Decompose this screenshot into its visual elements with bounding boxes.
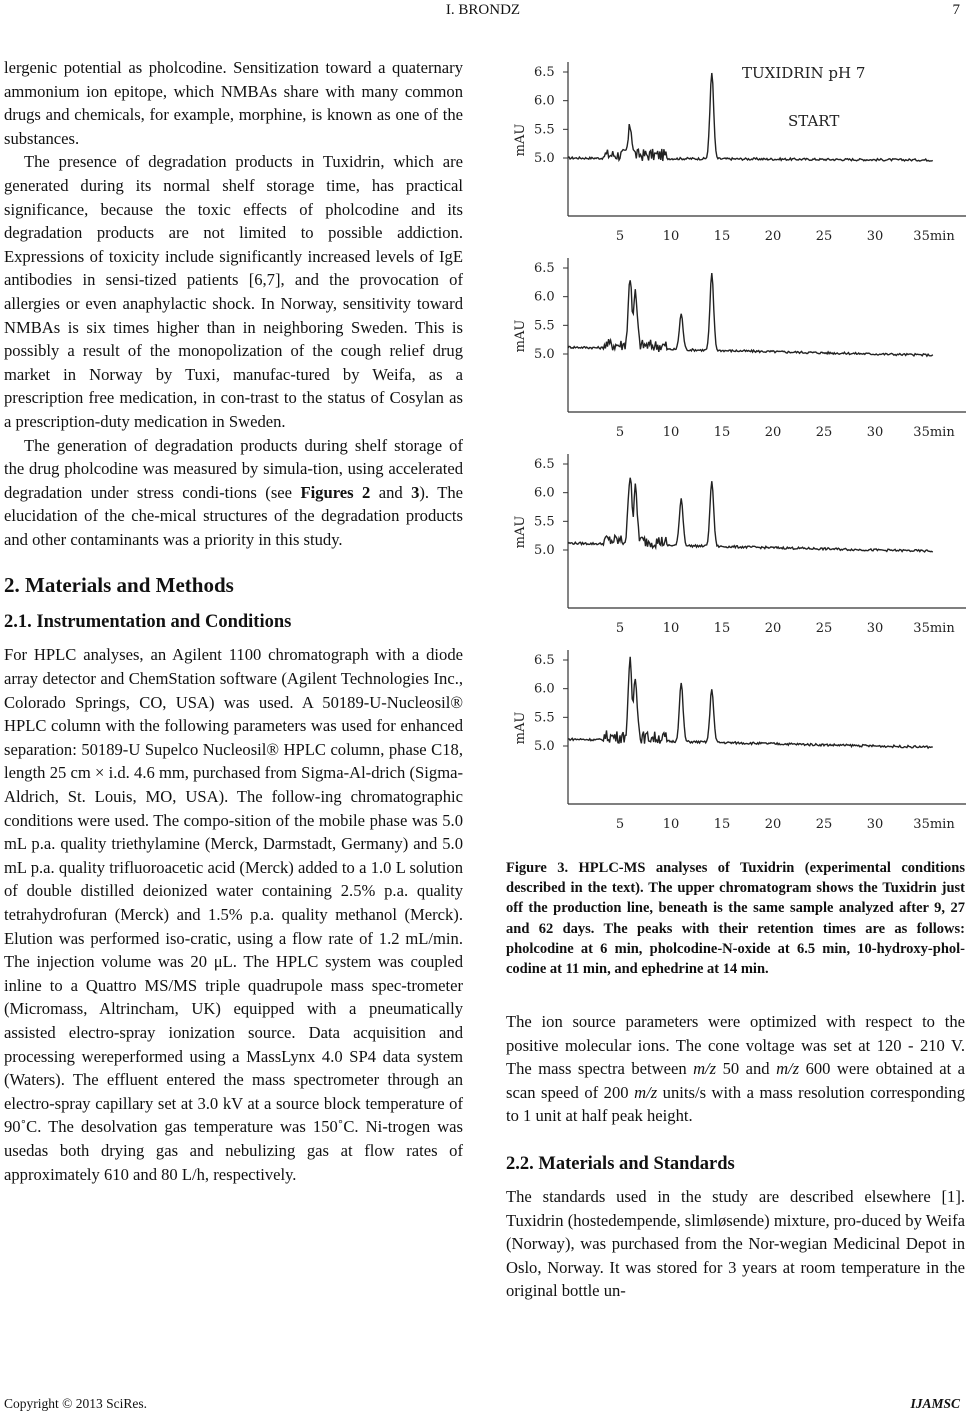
y-tick-label: 5.5 bbox=[534, 710, 555, 726]
figure-3-caption: Figure 3. HPLC-MS analyses of Tuxidrin (experimental conditions described in the text). The upper chromatogram shows the Tuxidrin just off the production line, beneath is the same sample analyzed after 9, 27 and 62 days. The peaks with their retention times are as follows: pholcodine at 6 min, pholcodine-N-oxide at 6.5 min, 10-hydroxy-phol-codine at 11 min, and ephedrine at 14 min. bbox=[506, 860, 965, 978]
paragraph-5-b: 50 and bbox=[716, 1059, 777, 1079]
x-tick-label: 15 bbox=[713, 817, 731, 832]
y-axis-label: mAU bbox=[513, 711, 528, 745]
x-tick-label: 20 bbox=[764, 229, 782, 244]
mz-3: m/z bbox=[634, 1082, 658, 1102]
copyright: Copyright © 2013 SciRes. bbox=[4, 1396, 148, 1411]
paragraph-3-text-b: ). The elucidation of the che-mical structures of the degradation products and other contaminants was a priority in this study. bbox=[4, 482, 463, 549]
journal-name: IJAMSC bbox=[910, 1396, 960, 1411]
y-tick-label: 6.5 bbox=[534, 653, 555, 668]
y-axis-label: mAU bbox=[513, 319, 528, 353]
paragraph-5 bbox=[506, 1010, 965, 1128]
y-tick-label: 6.0 bbox=[534, 93, 555, 109]
y-tick-label: 6.0 bbox=[534, 485, 555, 501]
x-tick-label: 20 bbox=[764, 425, 782, 440]
x-tick-label: 25 bbox=[815, 817, 833, 832]
section-2-2-heading: 2.2. Materials and Standards bbox=[506, 1153, 735, 1174]
section-2-1-heading: 2.1. Instrumentation and Conditions bbox=[4, 612, 292, 633]
paragraph-3-and: and bbox=[370, 482, 412, 502]
start-label: START bbox=[788, 112, 840, 130]
chromatogram-figure-svg bbox=[506, 58, 966, 844]
x-tick-label: 10 bbox=[662, 817, 680, 832]
x-tick-label: 25 bbox=[815, 621, 833, 636]
y-tick-label: 5.0 bbox=[534, 543, 555, 558]
y-tick-label: 6.5 bbox=[534, 261, 555, 276]
y-tick-label: 6.0 bbox=[534, 289, 555, 305]
paragraph-3 bbox=[4, 434, 463, 552]
x-tick-label: 30 bbox=[866, 621, 884, 636]
mz-2: m/z bbox=[776, 1059, 800, 1079]
x-tick-label: 20 bbox=[764, 621, 782, 636]
paragraph-1: lergenic potential as pholcodine. Sensitization toward a quaternary ammonium ion epitope, which NMBAs share with many common drugs and chemicals, for example, morphine, is known as one of the substances. bbox=[4, 58, 463, 148]
x-tick-label: 10 bbox=[662, 229, 680, 244]
x-tick-label: 35min bbox=[913, 229, 955, 244]
y-tick-label: 5.5 bbox=[534, 318, 555, 334]
y-axis-label: mAU bbox=[513, 123, 528, 157]
y-tick-label: 5.0 bbox=[534, 151, 555, 166]
x-tick-label: 15 bbox=[713, 425, 731, 440]
paragraph-2: The presence of degradation products in Tuxidrin, which are generated during its normal shelf storage time, has practical significance, because the toxic effects of pholcodine and its degradation products are not limited to possible addiction. Expressions of toxicity include significantly increased levels of IgE antibodies in sensi-tized patients [6,7], and the provocation of allergies or even anaphylactic shock. In Norway, sensitivity toward NMBAs is six times higher than in neighboring Sweden. This is possibly a result of the monopolization of the cough relief drug market in Norway by Tuxi, manufac-tured by Weifa, as a prescription free medication, in con-trast to the status of Cosylan as a prescription-duty medication in Sweden. bbox=[4, 152, 463, 431]
paragraph-5-a: The ion source parameters were optimized with respect to the positive molecular ions. The cone voltage was set at 120 - 210 V. The mass spectra between bbox=[506, 1012, 965, 1079]
x-tick-label: 25 bbox=[815, 425, 833, 440]
left-column bbox=[4, 56, 463, 1186]
x-tick-label: 15 bbox=[713, 229, 731, 244]
figure-2-ref[interactable]: Figures 2 bbox=[300, 482, 371, 502]
x-tick-label: 25 bbox=[815, 229, 833, 244]
x-tick-label: 30 bbox=[866, 229, 884, 244]
y-tick-label: 6.5 bbox=[534, 65, 555, 80]
chromatogram-trace bbox=[568, 478, 933, 552]
paragraph-4: For HPLC analyses, an Agilent 1100 chromatograph with a diode array detector and ChemStation software (Agilent Technologies Inc., Colorado Springs, CO, USA) was used. A 50189-U-Nucleosil® HPLC column with the following parameters was used for enhanced separation: 50189-U Supelco Nucleosil® HPLC column, phase C18, length 25 cm × i.d. 4.6 mm, purchased from Sigma-Al-drich (Sigma-Aldrich, St. Louis, MO, USA). The follow-ing chromatographic conditions were used. The compo-sition of the mobile phase was 5.0 mL p.a. quality triethylamine (Merck, Darmstadt, Germany) and 5.0 mL p.a. quality trifluoroacetic acid (Merck) added to a 1.0 L solution of double distilled deionized water containing 2.5% p.a. quality tetrahydrofuran (Merck) and 1.5% p.a. quality methanol (Merck). Elution was performed iso-cratic, using a flow rate of 1.2 mL/min. The injection volume was 20 μL. The HPLC system was coupled inline to a Quattro MS/MS triple quadrupole mass spec-trometer (Micromass, Altrincham, UK) equipped with a pneumatically assisted electro-spray ionization source. Data acquisition and processing wereperformed using a MassLynx 4.0 SP4 data system (Waters). The effluent entered the mass spectrometer through an electro-spray capillary set at 3.0 kV at a source block temperature of 90˚C. The desolvation gas temperature was 150˚C. Ni-trogen was usedas both drying gas and nebulizing gas at flow rates of approximately 610 and 80 L/h, respectively. bbox=[4, 645, 463, 1184]
x-tick-label: 5 bbox=[615, 817, 625, 832]
section-2-heading: 2. Materials and Methods bbox=[4, 573, 234, 598]
chromatogram-trace bbox=[568, 657, 933, 748]
y-tick-label: 5.5 bbox=[534, 122, 555, 138]
paragraph-5-c: 600 were obtained at a scan speed of 200 bbox=[506, 1059, 965, 1102]
y-tick-label: 5.0 bbox=[534, 739, 555, 754]
y-tick-label: 5.0 bbox=[534, 347, 555, 362]
x-tick-label: 5 bbox=[615, 229, 625, 244]
x-tick-label: 5 bbox=[615, 425, 625, 440]
x-tick-label: 35min bbox=[913, 817, 955, 832]
paragraph-5-d: units/s with a mass resolution corresponding to 1 unit at half peak height. bbox=[506, 1082, 965, 1126]
y-tick-label: 6.5 bbox=[534, 457, 555, 472]
y-axis-label: mAU bbox=[513, 515, 528, 549]
page-header bbox=[0, 2, 966, 26]
paragraph-6: The standards used in the study are described elsewhere [1]. Tuxidrin (hostedempende, slimløsende) mixture, pro-duced by Weifa (Norway), was purchased from the Nor-wegian Medicinal Depot in Oslo, Norway. It was stored for 3 years at room temperature in the original bottle un- bbox=[506, 1186, 965, 1301]
chromatogram-trace bbox=[568, 273, 933, 356]
x-tick-label: 30 bbox=[866, 425, 884, 440]
x-tick-label: 30 bbox=[866, 817, 884, 832]
running-author: I. BRONDZ bbox=[445, 2, 521, 18]
x-tick-label: 10 bbox=[662, 425, 680, 440]
chart-title-label: TUXIDRIN pH 7 bbox=[742, 64, 866, 82]
mz-1: m/z bbox=[693, 1059, 717, 1079]
paragraph-3-text-a: The generation of degradation products during shelf storage of the drug pholcodine was measured by simula-tion, using accelerated degradation under stress condi-tions (see bbox=[4, 435, 463, 502]
figure-3-chromatograms bbox=[506, 58, 966, 844]
y-tick-label: 5.5 bbox=[534, 514, 555, 530]
x-tick-label: 10 bbox=[662, 621, 680, 636]
x-tick-label: 5 bbox=[615, 621, 625, 636]
right-column bbox=[506, 1010, 965, 1303]
figure-3-ref[interactable]: 3 bbox=[411, 482, 420, 502]
y-tick-label: 6.0 bbox=[534, 681, 555, 697]
x-tick-label: 20 bbox=[764, 817, 782, 832]
x-tick-label: 15 bbox=[713, 621, 731, 636]
page-number: 7 bbox=[952, 2, 960, 18]
x-tick-label: 35min bbox=[913, 425, 955, 440]
chromatogram-trace bbox=[568, 73, 933, 161]
x-tick-label: 35min bbox=[913, 621, 955, 636]
